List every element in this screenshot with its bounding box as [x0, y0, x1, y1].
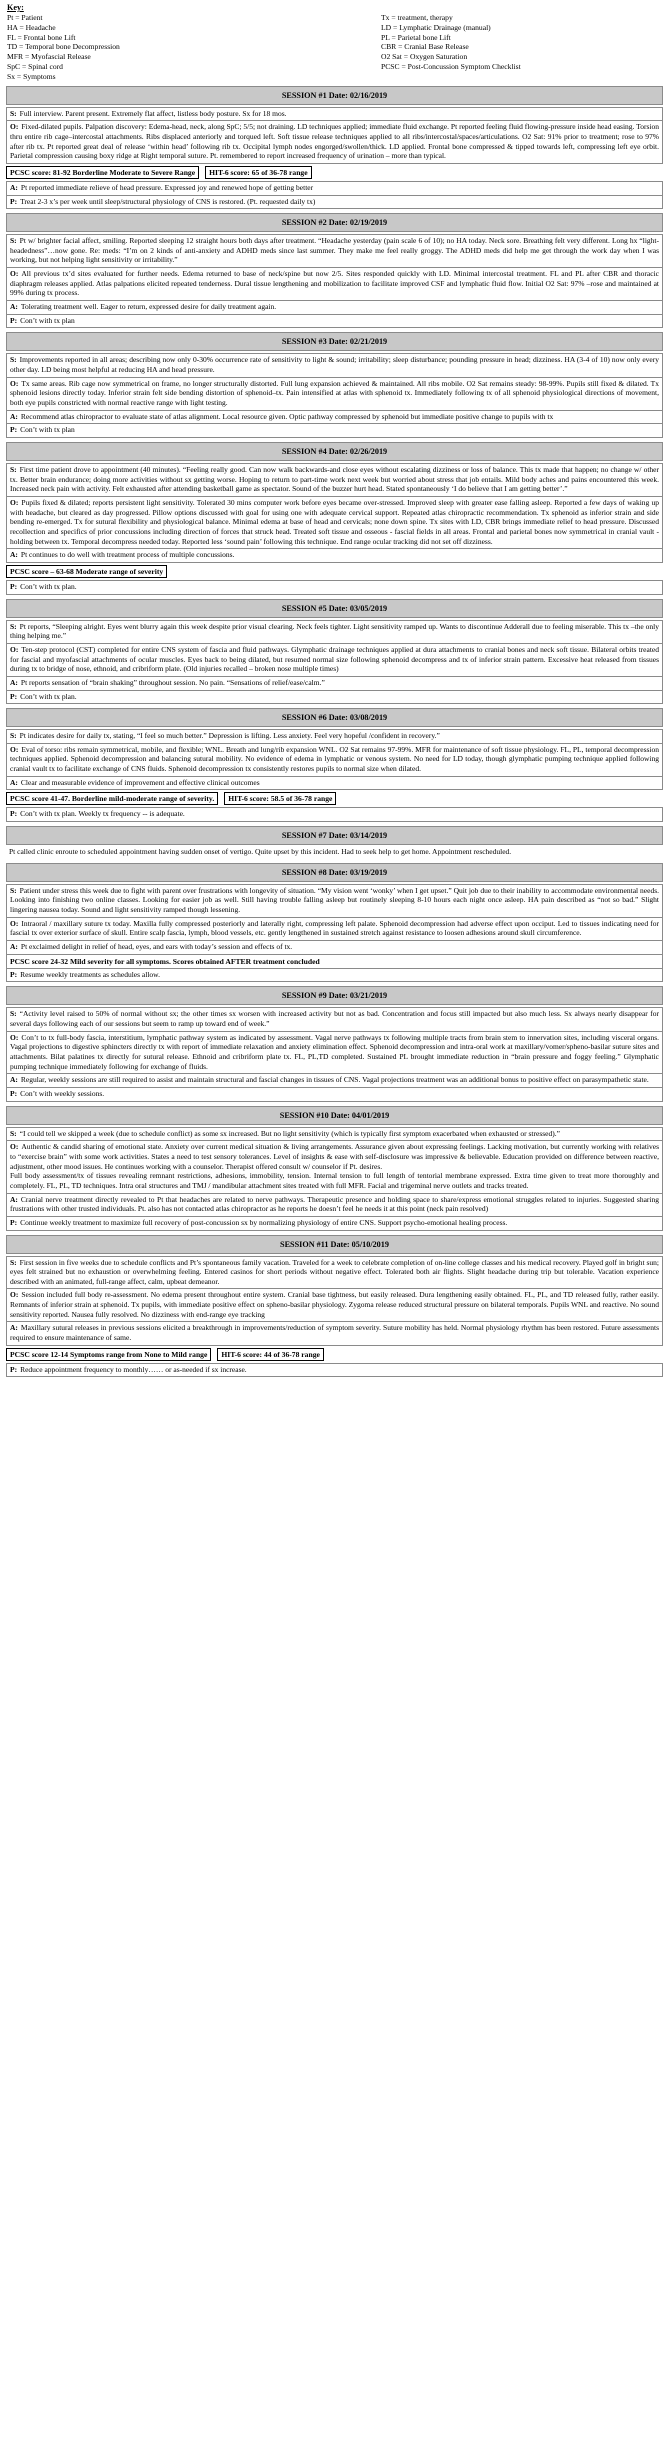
pcsc-score: PCSC score: 81-92 Borderline Moderate to Severe Range [6, 166, 199, 179]
session-block [6, 442, 663, 595]
soap-p-box [6, 196, 663, 210]
soap-a-text: Pt reported immediate relieve of head pressure. Expressed joy and renewed hope of getting better [20, 182, 314, 192]
soap-p-box [6, 424, 663, 438]
soap-o-text: Session included full body re-assessment. No edema present throughout entire system. Cranial base tightness, but easily released. Dura lengthening easily obtained. FL, PL, and TD released fully, rather easily. Remnants of inferior strain at sphenoid. Tx pupils, with immediate positive effect on spheno-basilar physiology. Zygoma release reduced structural pressure on bilateral temporals. Pupils WNL and reactive. No sound sensitivity reported. Nausea fully resolved. No dizziness with end-range eye tracking [10, 1290, 659, 1319]
soap-p-box [6, 1363, 663, 1378]
soap-a-box [6, 777, 663, 791]
soap-a-box [6, 1074, 663, 1088]
soap-label: P: [10, 581, 18, 591]
soap-a-box [6, 181, 663, 196]
session-title: SESSION #4 Date: 02/26/2019 [6, 442, 663, 461]
soap-o-box [6, 744, 663, 777]
key-grid [7, 13, 663, 82]
soap-label: A: [10, 302, 18, 312]
key-item: HA = Headache [7, 22, 56, 32]
session-block [6, 1235, 663, 1378]
soap-o-text: Con’t to tx full-body fascia, interstitium, lymphatic pathway system as indicated by assessment. Vagal nerve pathways tx following multiple tracts from brain stem to innervation sites, including visceral organs. Vagal projections to digestive sphincters directly tx with report of immediate relaxation and anxiety elimination effect. Sphenoid decompression and intra-oral work at maxillary/vomer/spheno-basilar suture sites and attachments. Bilat palatines tx directly for sutural release. Ethnoid and cribriform plate tx. FL, PL,TD completed. Sustained PL brought immediate reduction in “brain pressure and foggy feeling.” Glymphatic pumping technique immediately following for exchange of fluids. [10, 1032, 659, 1071]
soap-label: O: [10, 269, 19, 279]
soap-label: P: [10, 425, 18, 435]
soap-s-text: First session in five weeks due to schedule conflicts and Pt’s spontaneous family vacation. Traveled for a week to celebrate completion of on-line college classes and his medical recovery. Played golf in bright sun; eyes felt strained but no exhaustion or overwhelming feeling. Entered casinos for short periods without negative effect. Tolerated both air flights. Slight headache during trip but tolerable. Vacation experience described with an animated, full-range affect, calm, upbeat demeanor. [10, 1257, 659, 1286]
soap-a-text: Pt reports sensation of “brain shaking” throughout session. No pain. “Sensations of relief/ease/calm.” [20, 677, 325, 687]
session-title: SESSION #11 Date: 05/10/2019 [6, 1235, 663, 1254]
key-item: Pt = Patient [7, 13, 43, 22]
soap-a-text: Clear and measurable evidence of improvement and effective clinical outcomes [20, 777, 260, 787]
key-item: TD = Temporal bone Decompression [7, 42, 120, 52]
key-item: FL = Frontal bone Lift [7, 32, 76, 42]
soap-label: A: [10, 677, 18, 687]
soap-o-box [6, 1032, 663, 1075]
soap-label: S: [10, 355, 17, 365]
soap-label: A: [10, 942, 18, 952]
soap-p-box [6, 580, 663, 595]
soap-label: S: [10, 236, 17, 246]
soap-a-box [6, 411, 663, 425]
session-title: SESSION #3 Date: 02/21/2019 [6, 332, 663, 351]
soap-label: S: [10, 621, 17, 631]
score-row [6, 1348, 663, 1361]
soap-label: A: [10, 1323, 18, 1333]
soap-s-box [6, 1007, 663, 1031]
soap-o-box [6, 918, 663, 941]
session-block [6, 863, 663, 983]
soap-label: S: [10, 1009, 17, 1019]
soap-a-box [6, 1194, 663, 1217]
soap-label: A: [10, 777, 18, 787]
soap-p-box [6, 1217, 663, 1231]
soap-p-text: Con’t with tx plan. Weekly tx frequency -- is adequate. [20, 809, 185, 819]
sessions-container [6, 86, 663, 1378]
key-item: Sx = Symptoms [7, 71, 56, 81]
soap-o-text: Pupils fixed & dilated; reports persistent light sensitivity. Tolerated 30 mins computer work before eyes became over-stressed. Improved sleep with greater ease falling asleep. Reported a few days of waking up with headache, but cleared as day progressed. Pillow options discussed with goal for using one with adequate cervical support. Repeated atlas chiropractic recommendation. Tx sphenoid as inferior strain and side bending re-emerged. Tx for sutural flexibility and physiological balance. Minimal edema at base of head and cervicals; none down spine. Tx sites with LD, CBR brings immediate relief to head pressure. Discussed recollection and specifics of prior concussions including direction of forces that struck head. Treated soft tissue and osseous - fascial fields in all areas. Frontal and parietal bones now symmetrical in cranial vault - holding between tx. Temporal decompress needed today. Reported less ‘sound pain’ following this technique. End range ocular tracking did not set off dizziness. [10, 497, 659, 546]
soap-a-box [6, 941, 663, 955]
soap-p-text: Con’t with tx plan [20, 425, 75, 435]
key-item: CBR = Cranial Base Release [381, 42, 469, 52]
soap-s-box [6, 107, 663, 122]
soap-a-text: Cranial nerve treatment directly revealed to Pt that headaches are related to nerve pathways. Therapeutic presence and holding space to share/express emotional struggles related to injuries. Suggested sharing frustrations with other trusted individuals. Pt. also has not contacted atlas chiropractor as he reports he doesn’t feel he needs it at this point (neck pain resolved) [10, 1194, 659, 1214]
session-title: SESSION #6 Date: 03/08/2019 [6, 708, 663, 727]
soap-s-text: Patient under stress this week due to fight with parent over frustrations with longevity of situation. “My vision went ‘wonky’ when I get upset.” Quit job due to their inability to accommodate environmental needs. Looking into finishing two online classes. Looking for easier job as well. Still having trouble falling asleep but routinely sleeping 8-10 hours each night once asleep. HA pain described as “not so bad.” Slight lingering nausea today. Sound and light sensitivity ramped though lessening. [10, 885, 659, 915]
pcsc-score: PCSC score – 63-68 Moderate range of severity [6, 565, 167, 578]
session-block [6, 986, 663, 1101]
soap-p-text: Treat 2-3 x’s per week until sleep/structural physiology of CNS is restored. (Pt. requested daily tx) [20, 196, 316, 206]
soap-p-box [6, 807, 663, 822]
key-item: MFR = Myofascial Release [7, 52, 91, 62]
session-block [6, 708, 663, 822]
soap-s-box [6, 234, 663, 268]
session-title: SESSION #2 Date: 02/19/2019 [6, 213, 663, 232]
session-block [6, 599, 663, 705]
soap-a-text: Recommend atlas chiropractor to evaluate state of atlas alignment. Local resource given. Optic pathway compressed by sphenoid but immediate positive change to pupils with tx [20, 411, 554, 421]
soap-label: S: [10, 885, 17, 895]
soap-label: O: [10, 1142, 19, 1152]
key-title: Key: [7, 3, 24, 12]
soap-a-text: Pt continues to do well with treatment process of multiple concussions. [20, 550, 235, 560]
soap-p-text: Con’t with tx plan. [20, 691, 77, 701]
soap-s-box [6, 1256, 663, 1290]
soap-label: P: [10, 1364, 18, 1374]
soap-a-box [6, 1322, 663, 1345]
soap-p-text: Con’t with weekly sessions. [20, 1088, 105, 1098]
soap-a-box [6, 301, 663, 315]
soap-o-box [6, 644, 663, 677]
session-title: SESSION #10 Date: 04/01/2019 [6, 1106, 663, 1125]
session-title: SESSION #5 Date: 03/05/2019 [6, 599, 663, 618]
soap-label: A: [10, 1194, 18, 1204]
key-item: SpC = Spinal cord [7, 61, 63, 71]
soap-label: O: [10, 744, 19, 754]
soap-s-text: Full interview. Parent present. Extremely flat affect, listless body posture. Sx for 18 mos. [19, 108, 287, 118]
soap-o-box [6, 378, 663, 411]
session-block [6, 86, 663, 210]
soap-p-box [6, 691, 663, 705]
soap-s-text: Pt indicates desire for daily tx, stating, “I feel so much better.” Depression is lifting. Less anxiety. Feel very hopeful /confident in recovery.” [19, 731, 440, 741]
session-block [6, 332, 663, 438]
session-title: SESSION #7 Date: 03/14/2019 [6, 826, 663, 845]
score-row [6, 792, 663, 805]
soap-label: P: [10, 809, 18, 819]
soap-s-text: “I could tell we skipped a week (due to schedule conflict) as some sx increased. But no light sensitivity (which is typically first symptom exacerbated when exhausted or stressed).” [19, 1128, 560, 1138]
soap-p-text: Con’t with tx plan. [20, 581, 77, 591]
soap-label: P: [10, 1088, 18, 1098]
hit6-score: HIT-6 score: 44 of 36-78 range [217, 1348, 324, 1361]
soap-a-text: Pt exclaimed delight in relief of head, eyes, and ears with today’s session and effects of tx. [20, 942, 293, 952]
soap-label: A: [10, 550, 18, 560]
soap-o-box [6, 1289, 663, 1322]
soap-a-box [6, 549, 663, 563]
soap-o-box [6, 1141, 663, 1193]
soap-p-text: Reduce appointment frequency to monthly…… or as-needed if sx increase. [20, 1364, 247, 1374]
soap-label: S: [10, 108, 17, 118]
soap-o-box [6, 121, 663, 164]
soap-label: O: [10, 918, 19, 928]
soap-p-text: Continue weekly treatment to maximize full recovery of post-concussion sx by normalizing physiology of entire CNS. Support psycho-emotional healing process. [20, 1217, 508, 1227]
soap-label: O: [10, 1290, 19, 1300]
soap-o-text: Tx same areas. Rib cage now symmetrical on frame, no longer structurally distorted. Full lung expansion achieved & maintained. All ribs mobile. O2 Sat remains steady: 98-99%. Pupils still fixed & dilated. Tx sphenoid lesions directly today. Inferior strain felt side bending distortion of sphenoid–tx. Pain intensified at atlas with sphenoid tx. Immediately following tx of all sphenoid physiological directions of movement, both eye pupils constricted with normal reactive range with light testing. [10, 378, 659, 408]
soap-s-text: First time patient drove to appointment (40 minutes). “Feeling really good. Can now walk backwards-and close eyes without escalating dizziness or loss of balance. This tx made that happen; no change w/ other tx. Better brain endurance; doing more activities without sx getting worse. Hoping to return to part-time work next week but worried about stress that job entails. Mild body aches and pains encountered this week. Increased neck pain with activity. Felt exhausted after attending basketball game as spectator. Sound of the buzzer hurt head. Stated spontaneously ‘I do believe that I am getting better’.” [10, 465, 659, 494]
pcsc-score: PCSC score 41-47. Borderline mild-moderate range of severity. [6, 792, 218, 805]
soap-a-text: Maxillary sutural releases in previous sessions elicited a breakthrough in improvements/reduction of symptom severity. Suture mobility has held. Normal physiology rhythm has been restored. Future assessments required to ensure maintenance of same. [10, 1323, 659, 1343]
soap-o-box [6, 268, 663, 301]
soap-label: O: [10, 122, 19, 132]
soap-o-text: Intraoral / maxillary suture tx today. Maxilla fully compressed posteriorly and laterally right, compressing left palate. Sphenoid decompression had adverse effect upon occiput. Led to tissues indicating need for fascial tx over exterior surface of skull. Entire scalp fascia, lymph, blood vessels, etc. gently lengthened in sustained stretch against resistance to loosen adhesions around skull circumference. [10, 918, 659, 938]
soap-label: O: [10, 644, 19, 654]
session-title: SESSION #8 Date: 03/19/2019 [6, 863, 663, 882]
soap-label: P: [10, 969, 18, 979]
key-item: PL = Parietal bone Lift [381, 32, 451, 42]
hit6-score: HIT-6 score: 65 of 36-78 range [205, 166, 312, 179]
soap-label: O: [10, 1032, 19, 1042]
soap-p-box [6, 315, 663, 329]
soap-label: P: [10, 315, 18, 325]
soap-label: P: [10, 691, 18, 701]
soap-label: P: [10, 1217, 18, 1227]
soap-s-box [6, 463, 663, 497]
soap-o-text: All previous tx’d sites evaluated for further needs. Edema returned to base of neck/spine but now 2/5. Sites responded quickly with LD. Minimal intercostal treatment. FL and PL after CBR and thoracic diaphragm releases applied. Atlas palpations elicited repeated tenderness. Dural tissue lengthening and mobilization to facilitate improved CSF and lymphatic fluid flow. Initial O2 Sat: 97% –rose and maintained at 99% during tx process. [10, 269, 659, 298]
soap-s-box [6, 620, 663, 644]
key-left-column [7, 13, 335, 82]
soap-label: O: [10, 497, 19, 507]
key-item: PCSC = Post-Concussion Symptom Checklist [381, 61, 521, 71]
soap-label: P: [10, 196, 18, 206]
key-item: O2 Sat = Oxygen Saturation [381, 52, 468, 62]
soap-a-text: Tolerating treatment well. Eager to return, expressed desire for daily treatment again. [20, 302, 277, 312]
session-block [6, 1106, 663, 1231]
soap-a-text: Regular, weekly sessions are still required to assist and maintain structural and fascial changes in tissues of CNS. Vagal projections treatment was an additional bonus to positive effect on parasympathetic state. [20, 1075, 649, 1085]
soap-label: S: [10, 1128, 17, 1138]
soap-p-box [6, 1088, 663, 1102]
session-block [6, 826, 663, 859]
soap-s-box [6, 353, 663, 377]
soap-s-box [6, 884, 663, 918]
soap-s-text: Pt reports, “Sleeping alright. Eyes went blurry again this week despite prior visual clearing. Neck feels tighter. Light sensitivity ramped up. Wants to discontinue Adderall due to feeling miserable. This tx –the only thing helping me.” [10, 621, 659, 641]
key-section [6, 3, 663, 82]
soap-s-box [6, 729, 663, 744]
soap-o-text: Ten-step protocol (CST) completed for entire CNS system of fascia and fluid pathways. Glymphatic drainage techniques applied at dura attachments to cranial bones and neck soft tissue. Bilateral orbits treated for fascial and myofascial attachments of ocular muscles. Eyes back to being dilated, but resumed normal size following sphenoid decompress and tx of inferior strain pattern. Excessive heat released from tissues during tx to bridge of nose, ethnoid, and cribriform plate. (Old injuries recalled – broken nose multiple times) [10, 644, 659, 674]
soap-p-box [6, 969, 663, 983]
soap-label: A: [10, 411, 18, 421]
session-title: SESSION #1 Date: 02/16/2019 [6, 86, 663, 105]
soap-label: S: [10, 731, 17, 741]
soap-label: S: [10, 465, 17, 475]
soap-label: S: [10, 1257, 17, 1267]
session-block [6, 213, 663, 328]
score-row [6, 166, 663, 179]
soap-label: A: [10, 1075, 18, 1085]
soap-s-text: Pt w/ brighter facial affect, smiling. Reported sleeping 12 straight hours both days after treatment. “Headache yesterday (pain scale 6 of 10); no HA today. Neck sore. Breathing felt very different. Long hx “light-headedness”…now gone. Re: meds: “I’m on 2 kinds of anti-anxiety and ADHD meds since last summer. They make me feel really groggy. The ADHD meds did help me get through the work day when I was working, but not helping light sensitivity or irritability.” [10, 236, 659, 265]
key-item: LD = Lymphatic Drainage (manual) [381, 22, 491, 32]
soap-p-text: Resume weekly treatments as schedules allow. [20, 969, 160, 979]
soap-o-text: Fixed-dilated pupils. Palpation discovery: Edema-head, neck, along SpC; 5/5; not draining. LD techniques applied; immediate fluid exchange. Pt reported feeling fluid flowing-pressure inside head easing. Torsion thru entire rib cage–intercostal attachments. Ribs displaced anteriorly and torqued left. Soft tissue release techniques applied to all ribs/intercostal/spaces/articulations. O2 Sat: 91% prior to treatment; rose to 97% after rib tx. Pt reported great deal of release ‘within head’ following rib tx. Occipital lymph nodes engorged/swollen/thick. LD applied. Frontal bone compressed & tipped towards left, compressing left eye orbit. Parietal compression causing boxy ridge at Right temporal suture. Pt. remembered to report increased frequency of urination – more than typical. [10, 122, 659, 161]
session-title: SESSION #9 Date: 03/21/2019 [6, 986, 663, 1005]
session-note: Pt called clinic enroute to scheduled appointment having sudden onset of vertigo. Quite upset by this incident. Had to seek help to get home. Appointment rescheduled. [9, 847, 512, 857]
hit6-score: HIT-6 score: 58.5 of 36-78 range [224, 792, 336, 805]
score-row [6, 565, 663, 578]
soap-s-text: “Activity level raised to 50% of normal without sx; the other times sx worsen with increased activity but not as bad. Concentration and focus still impacted but also much less. Sx always nearly disappear for several days following each of our sessions but seem to ramp up toward end of week.” [10, 1009, 659, 1029]
soap-label: O: [10, 378, 19, 388]
score-summary-line: PCSC score 24-32 Mild severity for all symptoms. Scores obtained AFTER treatment concluded [6, 955, 663, 969]
soap-o-box [6, 497, 663, 549]
key-right-column [335, 13, 663, 82]
key-item: Tx = treatment, therapy [381, 13, 453, 22]
soap-label: A: [10, 182, 18, 192]
soap-o-text: Authentic & candid sharing of emotional state. Anxiety over current medical situation & living arrangements. Assurance given about expressing feelings. Lacking motivation, but currently working with relatives to “exercise brain” with some work activities. States a need to test sensory tolerances. Level of insights & ease with self-disclosure was impressive & believable. Education provided on difference between reactive, adjustment, other mood issues. He continues working with a counselor. Therapist offered consult w/ counselor if Pt. desires. Full body assessment/tx of tissues revealing remnant restrictions, adhesions, immobility, tension. Internal tension to full length of tentorial membrane expressed. Extra time given to treat more thoroughly and completely. FL, PL, TD techniques. Intra oral structures and TMJ / mandibular attachment sites treated with full MFR. Facial and trigeminal nerve outlets and tracks treated. [10, 1142, 659, 1190]
soap-s-box [6, 1127, 663, 1142]
soap-s-text: Improvements reported in all areas; describing now only 0-30% occurrence rate of sensitivity to light & sound; irritability; sleep disturbance; pounding pressure in head; dizziness. HA (3-4 of 10) now only every other day. LD being most helpful at reducing HA and head pressure. [10, 355, 659, 375]
soap-o-text: Eval of torso: ribs remain symmetrical, mobile, and flexible; WNL. Breath and lung/rib expansion WNL. O2 Sat remains 97-99%. MFR for maintenance of soft tissue physiology. FL, PL, temporal decompression techniques applied. Sphenoid decompression and balancing sutural mobility. No evidence of edema in lymphatic or venous system. No need for LD today, though glymphatic pumping technique applied following cranial vault tx to facilitate exchange of CNS fluids. Sphenoid decompression tx consistently restores pupils to normal size when dilated. [10, 744, 659, 774]
soap-a-box [6, 677, 663, 691]
soap-p-text: Con’t with tx plan [20, 315, 75, 325]
pcsc-score: PCSC score 12-14 Symptoms range from None to Mild range [6, 1348, 211, 1361]
